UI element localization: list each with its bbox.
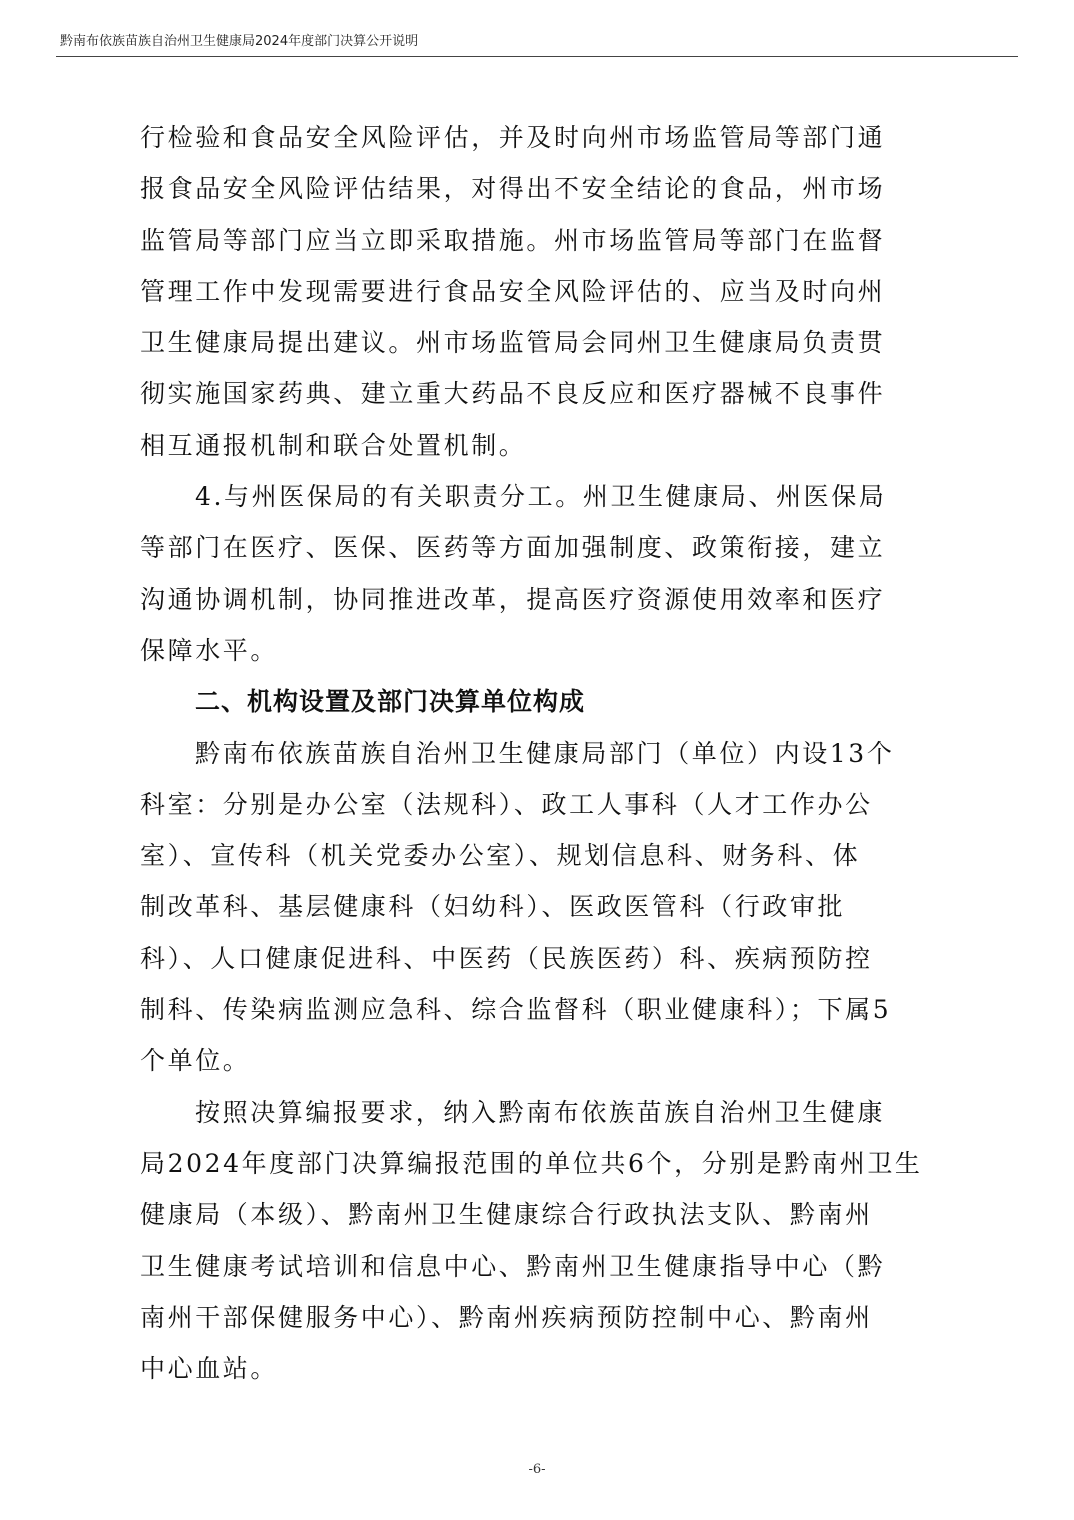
text-line: 沟通协调机制，协同推进改革，提高医疗资源使用效率和医疗 [140, 584, 886, 614]
text-line: 科）、人口健康促进科、中医药（民族医药）科、疾病预防控 [140, 943, 873, 973]
text-line: 相互通报机制和联合处置机制。 [140, 430, 527, 460]
text-line: 局2024年度部门决算编报范围的单位共6个，分别是黔南州卫生 [140, 1148, 923, 1178]
text-line: 保障水平。 [140, 635, 279, 665]
text-line: 黔南布依族苗族自治州卫生健康局部门（单位）内设13个 [195, 738, 895, 768]
document-body [140, 112, 940, 1394]
section-heading: 二、机构设置及部门决算单位构成 [195, 687, 586, 717]
text-line: 南州干部保健服务中心）、黔南州疾病预防控制中心、黔南州 [140, 1302, 873, 1332]
text-line: 卫生健康考试培训和信息中心、黔南州卫生健康指导中心（黔 [140, 1251, 886, 1281]
text-line: 健康局（本级）、黔南州卫生健康综合行政执法支队、黔南州 [140, 1200, 873, 1230]
page-header: 黔南布依族苗族自治州卫生健康局2024年度部门决算公开说明 [60, 34, 419, 49]
text-line: 行检验和食品安全风险评估，并及时向州市场监管局等部门通 [140, 123, 886, 152]
header-divider [56, 56, 1018, 57]
text-line: 监管局等部门应当立即采取措施。州市场监管局等部门在监督 [140, 225, 886, 255]
text-line: 等部门在医疗、医保、医药等方面加强制度、政策衔接，建立 [140, 533, 886, 563]
text-line: 科室：分别是办公室（法规科）、政工人事科（人才工作办公 [140, 789, 873, 819]
text-line: 报食品安全风险评估结果，对得出不安全结论的食品，州市场 [140, 174, 886, 204]
text-line: 彻实施国家药典、建立重大药品不良反应和医疗器械不良事件 [140, 379, 886, 409]
text-line: 按照决算编报要求，纳入黔南布依族苗族自治州卫生健康 [195, 1097, 886, 1127]
text-line: 制改革科、基层健康科（妇幼科）、医政医管科（行政审批 [140, 892, 846, 922]
text-line: 管理工作中发现需要进行食品安全风险评估的、应当及时向州 [140, 276, 886, 306]
text-line: 制科、传染病监测应急科、综合监督科（职业健康科）；下属5 [140, 995, 892, 1025]
text-line: 室）、宣传科（机关党委办公室）、规划信息科、财务科、体 [140, 841, 861, 871]
text-line: 卫生健康局提出建议。州市场监管局会同州卫生健康局负责贯 [140, 328, 886, 358]
page-number: -6- [528, 1462, 546, 1477]
text-line: 4.与州医保局的有关职责分工。州卫生健康局、州医保局 [195, 482, 887, 512]
text-line: 个单位。 [140, 1046, 251, 1076]
text-line: 中心血站。 [140, 1354, 279, 1384]
